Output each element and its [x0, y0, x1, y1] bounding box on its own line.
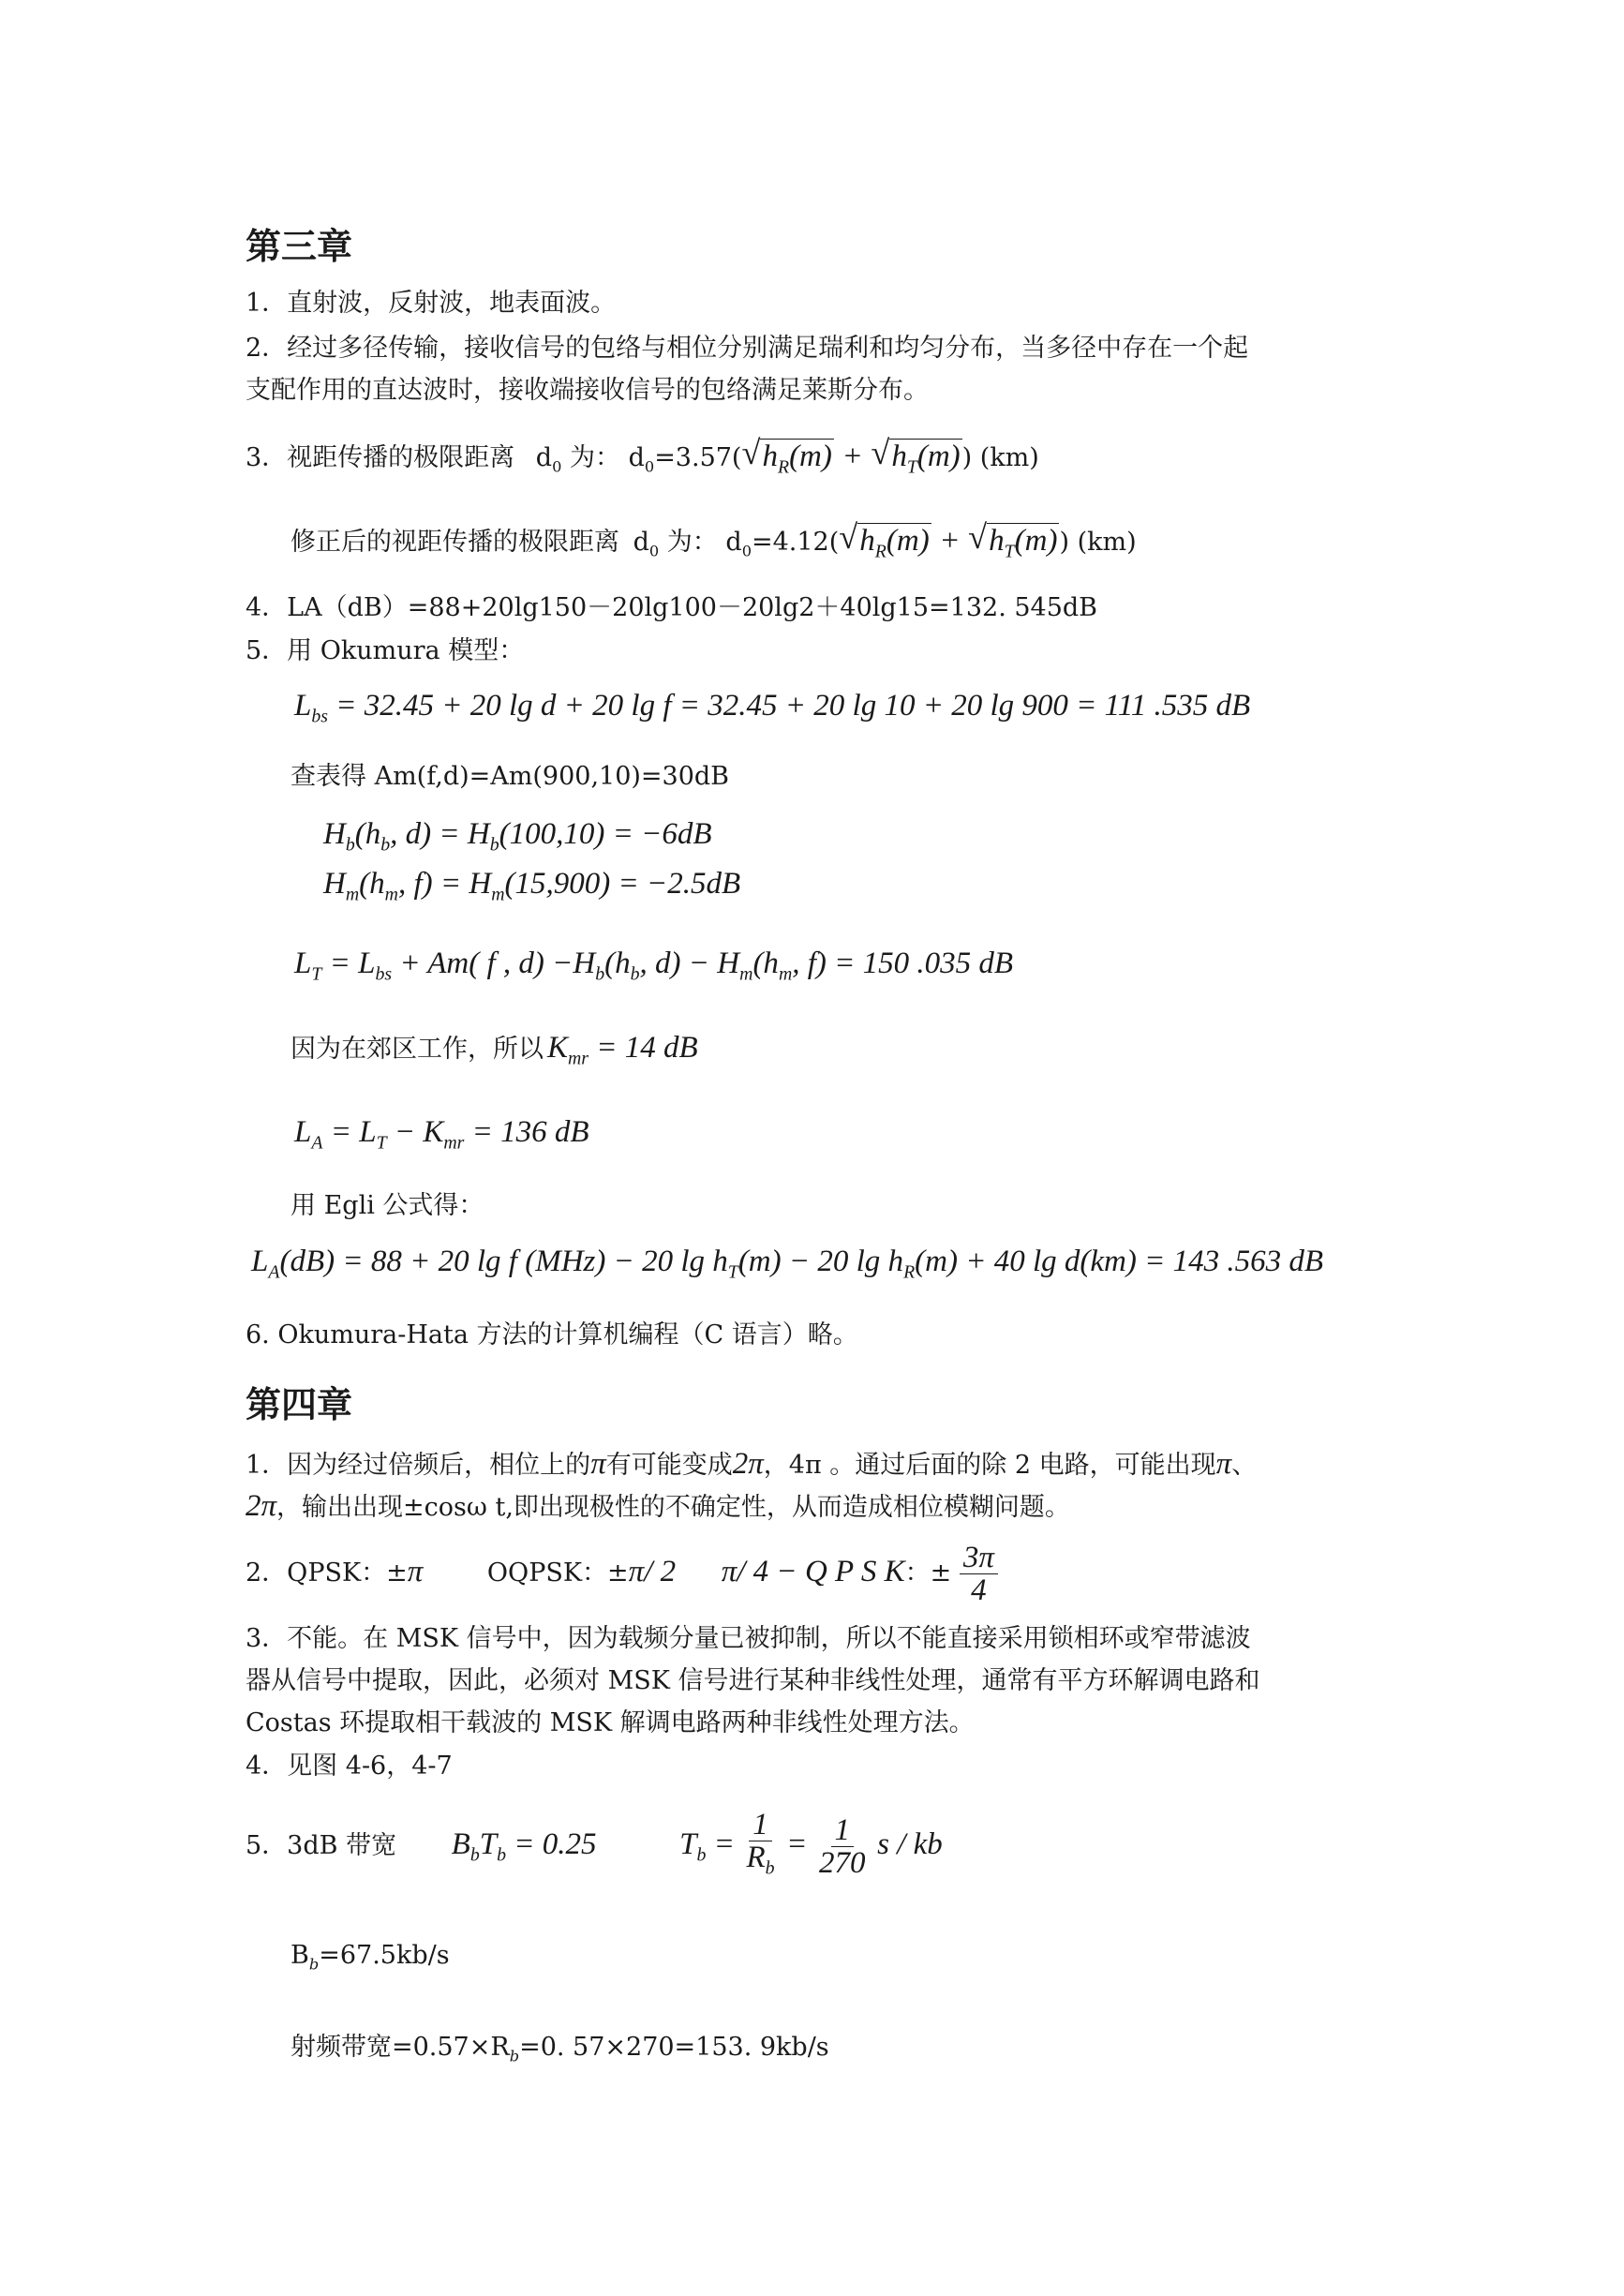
ch3-answer-2-line-2: 支配作用的直达波时，接收端接收信号的包络满足莱斯分布。: [246, 376, 929, 405]
ch4-answer-1-line-2: 2π，输出出现±cosω t,即出现极性的不确定性，从而造成相位模糊问题。: [246, 1489, 1070, 1523]
ch3-egli-intro: 用 Egli 公式得：: [291, 1191, 484, 1220]
ch4-answer-3-line-1: 3．不能。在 MSK 信号中，因为载频分量已被抑制，所以不能直接采用锁相环或窄带滤波: [246, 1624, 1251, 1653]
ch3-eq-lbs: $L_{bs} = 32.45 + 20$ lg d + 20 lg f = 32.45 + 20 lg 10 + 20 lg 900 = 111 .535 dB: [294, 689, 1251, 727]
ch4-answer-5: 5．3dB 带宽 $B_bT_b = 0.25$ $T_b$ = $\frac{1}{R_b}$ = $\frac{1}{270}$ s / kb: [246, 1808, 943, 1880]
ch4-answer-2: 2．QPSK：±π OQPSK：±π/ 2 π/ 4 − Q P S K：± $\frac{3\pi}{4}$: [246, 1542, 998, 1606]
ch3-answer-6: 6. Okumura-Hata 方法的计算机编程（C 语言）略。: [246, 1320, 858, 1349]
ch4-answer-1-line-1: 1．因为经过倍频后，相位上的π有可能变成2π，4π 。通过后面的除 2 电路，可能出现π、: [246, 1447, 1258, 1481]
chapter-3-heading: 第三章: [246, 226, 353, 267]
ch3-eq-egli: $L_A(dB) = 88 + 20$ lg f (MHz) − 20 $\lg h_T(m) - 20$ $\lg h_R(m) + 40$ lg d(km) = 143 .563 dB: [251, 1245, 1324, 1283]
ch3-answer-1: 1．直射波，反射波，地表面波。: [246, 289, 617, 318]
ch3-eq-la: $L_A = L_T - K_{mr} = 136$ dB: [294, 1115, 589, 1154]
ch3-answer-5-intro: 5．用 Okumura 模型：: [246, 636, 525, 665]
chapter-4-heading: 第四章: [246, 1384, 353, 1425]
ch4-answer-3-line-3: Costas 环提取相干载波的 MSK 解调电路两种非线性处理方法。: [246, 1708, 975, 1737]
ch3-eq-hm: $H_m(h_m$, $f) = H_m(15,900) = -2.5dB$: [323, 867, 741, 905]
ch3-suburb-correction: 因为在郊区工作，所以 $K_{mr} = 14$ dB: [291, 1031, 698, 1069]
ch4-answer-4: 4．见图 4-6，4-7: [246, 1752, 453, 1781]
ch3-answer-4: 4．LA（dB）=88+20lg150－20lg100－20lg2＋40lg15=132. 545dB: [246, 593, 1098, 622]
ch4-answer-3-line-2: 器从信号中提取，因此，必须对 MSK 信号进行某种非线性处理，通常有平方环解调电路和: [246, 1666, 1260, 1695]
ch3-answer-2-line-1: 2．经过多径传输，接收信号的包络与相位分别满足瑞利和均匀分布，当多径中存在一个起: [246, 334, 1249, 363]
ch4-bb-value: $B_b=67.5kb/s$: [291, 1941, 450, 1974]
ch3-eq-hb: $H_b(h_b$, $d) = H_b(100,10) = -6dB$: [323, 817, 712, 856]
ch3-answer-3-corrected: 修正后的视距传播的极限距离 $d_0$ 为： $d_0=4.12(√$ $h_R(m)$ + √ $h_T(m)$) (km): [291, 525, 1137, 568]
ch3-eq-lt: $L_T = L_{bs} + Am$( f , $d) -H_b(h_b$, $d) - H_m(h_m$, f) = 150 .035 dB: [294, 947, 1014, 985]
ch3-table-lookup: 查表得 Am(f,d)=Am(900,10)=30dB: [291, 762, 730, 791]
ch4-rf-bandwidth: 射频带宽$=0.57\times R_b=0$. 57×270=153. 9kb/s: [291, 2033, 829, 2065]
ch3-answer-3: 3．视距传播的极限距离 $d_0$ 为： $d_0=3.57(√$ $h_R(m)$ + √ $h_T(m)$) (km): [246, 440, 1039, 484]
